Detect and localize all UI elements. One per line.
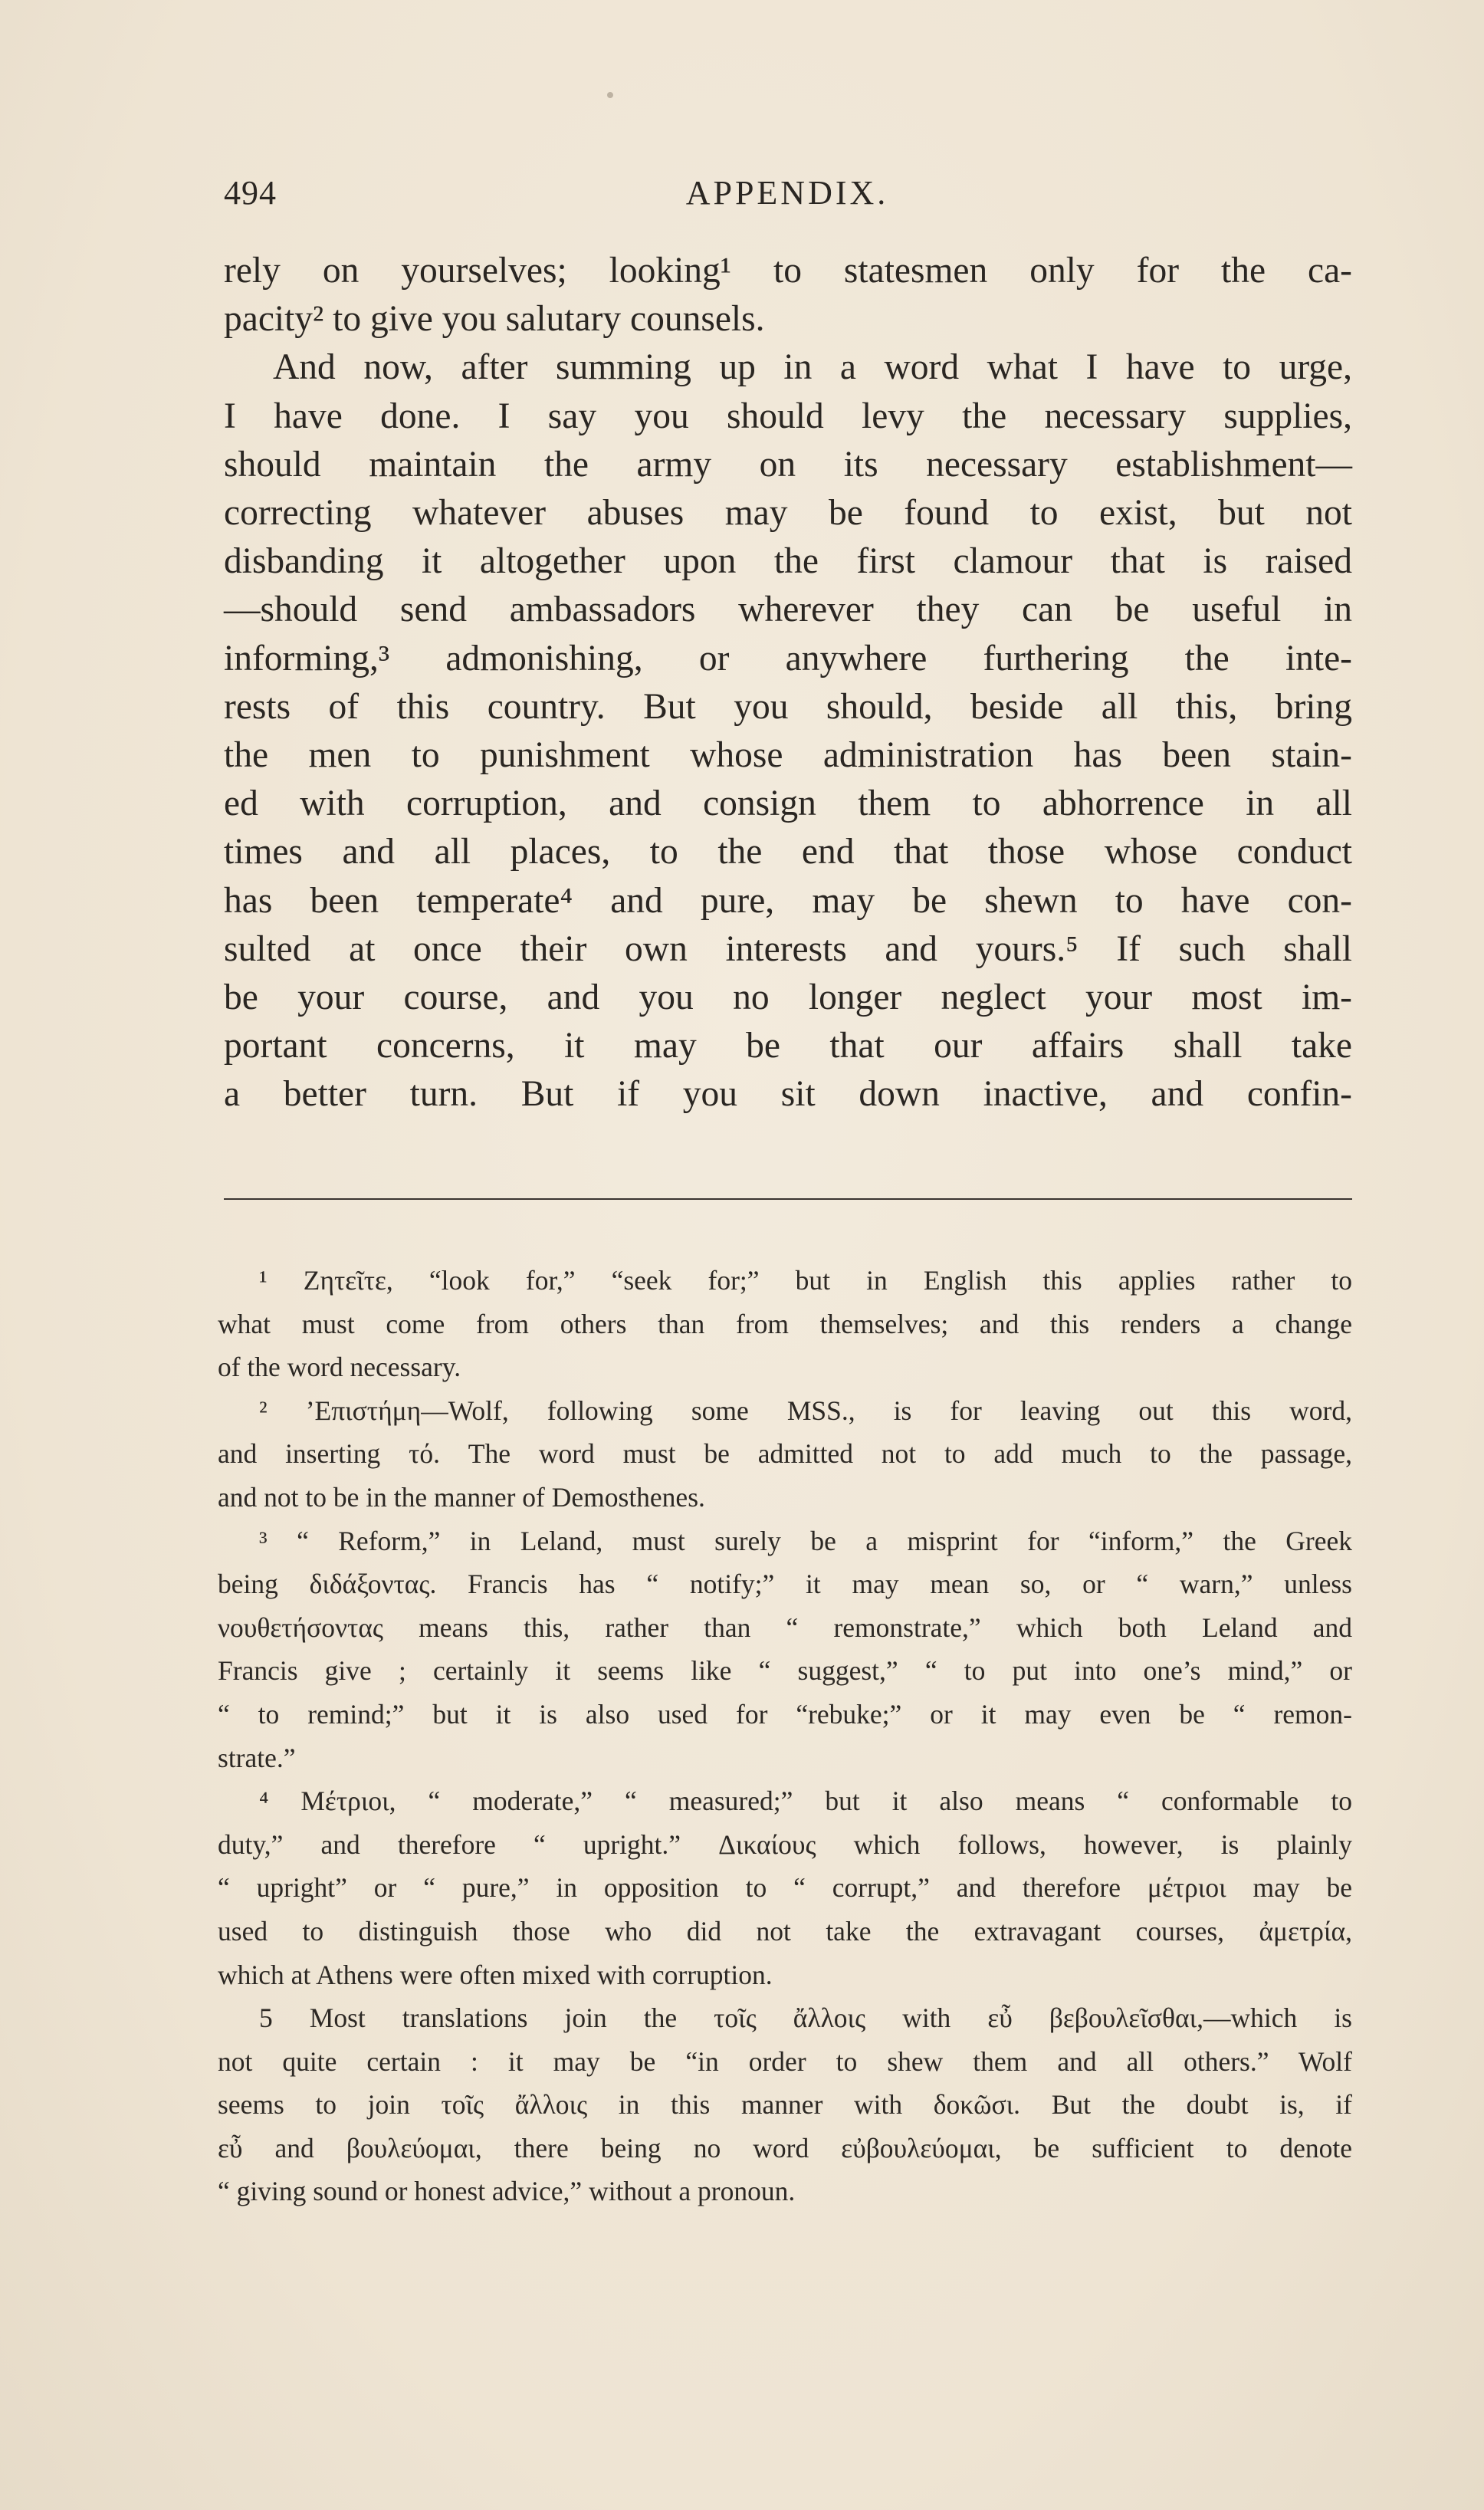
running-title: APPENDIX. (685, 174, 889, 212)
main-text (224, 247, 1352, 1119)
footnote-line: not quite certain : it may be “in order to shew them and all others.” Wolf (218, 2045, 1352, 2077)
text-line: sulted at once their own interests and yours.⁵ If such shall (224, 928, 1352, 969)
text-line: —should send ambassadors wherever they can be useful in (224, 590, 1352, 630)
footnote-line: 5 Most translations join the τοῖς ἄλλοις with εὖ βεβουλεῖσθαι,—which is (259, 2002, 1352, 2034)
footnote-line: and inserting τό. The word must be admitted not to add much to the passage, (218, 1438, 1352, 1470)
text-line: ed with corruption, and consign them to abhorrence in all (224, 784, 1352, 824)
footnote-divider (224, 1198, 1352, 1200)
text-line: disbanding it altogether upon the first clamour that is raised (224, 541, 1352, 582)
text-line: rely on yourselves; looking¹ to statesmen only for the ca- (224, 251, 1352, 291)
page-header (224, 173, 1351, 219)
footnote-line: εὖ and βουλεύομαι, there being no word εὐβουλεύομαι, be sufficient to denote (218, 2132, 1352, 2163)
text-line: informing,³ admonishing, or anywhere furthering the inte- (224, 638, 1352, 678)
footnote-line: νουθετήσοντας means this, rather than “ remonstrate,” which both Leland and (218, 1611, 1352, 1643)
text-line: be your course, and you no longer neglect your most im- (224, 977, 1352, 1018)
page-number: 494 (224, 174, 277, 212)
footnote-line: “ to remind;” but it is also used for “rebuke;” or it may even be “ remon- (218, 1698, 1352, 1730)
footnote-line: of the word necessary. (218, 1352, 461, 1383)
footnote-line: ² ’Επιστήμη—Wolf, following some MSS., is for leaving out this word, (259, 1395, 1352, 1426)
text-line: pacity² to give you salutary counsels. (224, 299, 765, 340)
text-line: portant concerns, it may be that our affairs shall take (224, 1026, 1352, 1066)
text-line: the men to punishment whose administration has been stain- (224, 735, 1352, 776)
text-line: a better turn. But if you sit down inactive, and confin- (224, 1074, 1352, 1115)
footnote-line: “ giving sound or honest advice,” without a pronoun. (218, 2176, 796, 2207)
footnotes (218, 1259, 1352, 2213)
footnote-line: ³ “ Reform,” in Leland, must surely be a misprint for “inform,” the Greek (259, 1525, 1352, 1556)
text-line: rests of this country. But you should, beside all this, bring (224, 686, 1352, 727)
text-line: should maintain the army on its necessary establishment— (224, 444, 1352, 485)
footnote-line: what must come from others than from themselves; and this renders a change (218, 1308, 1352, 1339)
footnote-line: seems to join τοῖς ἄλλοις in this manner with δοκῶσι. But the doubt is, if (218, 2089, 1352, 2121)
footnote-line: duty,” and therefore “ upright.” Δικαίους which follows, however, is plainly (218, 1828, 1352, 1860)
text-line: And now, after summing up in a word what I have to urge, (273, 347, 1352, 388)
footnote-line: and not to be in the manner of Demosthenes. (218, 1481, 705, 1513)
footnote-line: ⁴ Μέτριοι, “ moderate,” “ measured;” but it also means “ conformable to (259, 1786, 1352, 1817)
footnote-line: “ upright” or “ pure,” in opposition to “ corrupt,” and therefore μέτριοι may be (218, 1872, 1352, 1904)
footnote-line: which at Athens were often mixed with corruption. (218, 1959, 773, 1990)
text-line: times and all places, to the end that those whose conduct (224, 832, 1352, 872)
footnote-line: ¹ Ζητεῖτε, “look for,” “seek for;” but in English this applies rather to (259, 1265, 1352, 1296)
footnote-line: used to distinguish those who did not take the extravagant courses, ἀμετρία, (218, 1915, 1352, 1947)
text-line: I have done. I say you should levy the necessary supplies, (224, 396, 1352, 436)
text-line: has been temperate⁴ and pure, may be shewn to have con- (224, 880, 1352, 921)
footnote-line: being διδάξοντας. Francis has “ notify;” it may mean so, or “ warn,” unless (218, 1569, 1352, 1600)
footnote-line: Francis give ; certainly it seems like “ suggest,” “ to put into one’s mind,” or (218, 1655, 1352, 1687)
footnote-line: strate.” (218, 1742, 296, 1773)
paper-speck (607, 92, 613, 98)
text-line: correcting whatever abuses may be found to exist, but not (224, 493, 1352, 534)
